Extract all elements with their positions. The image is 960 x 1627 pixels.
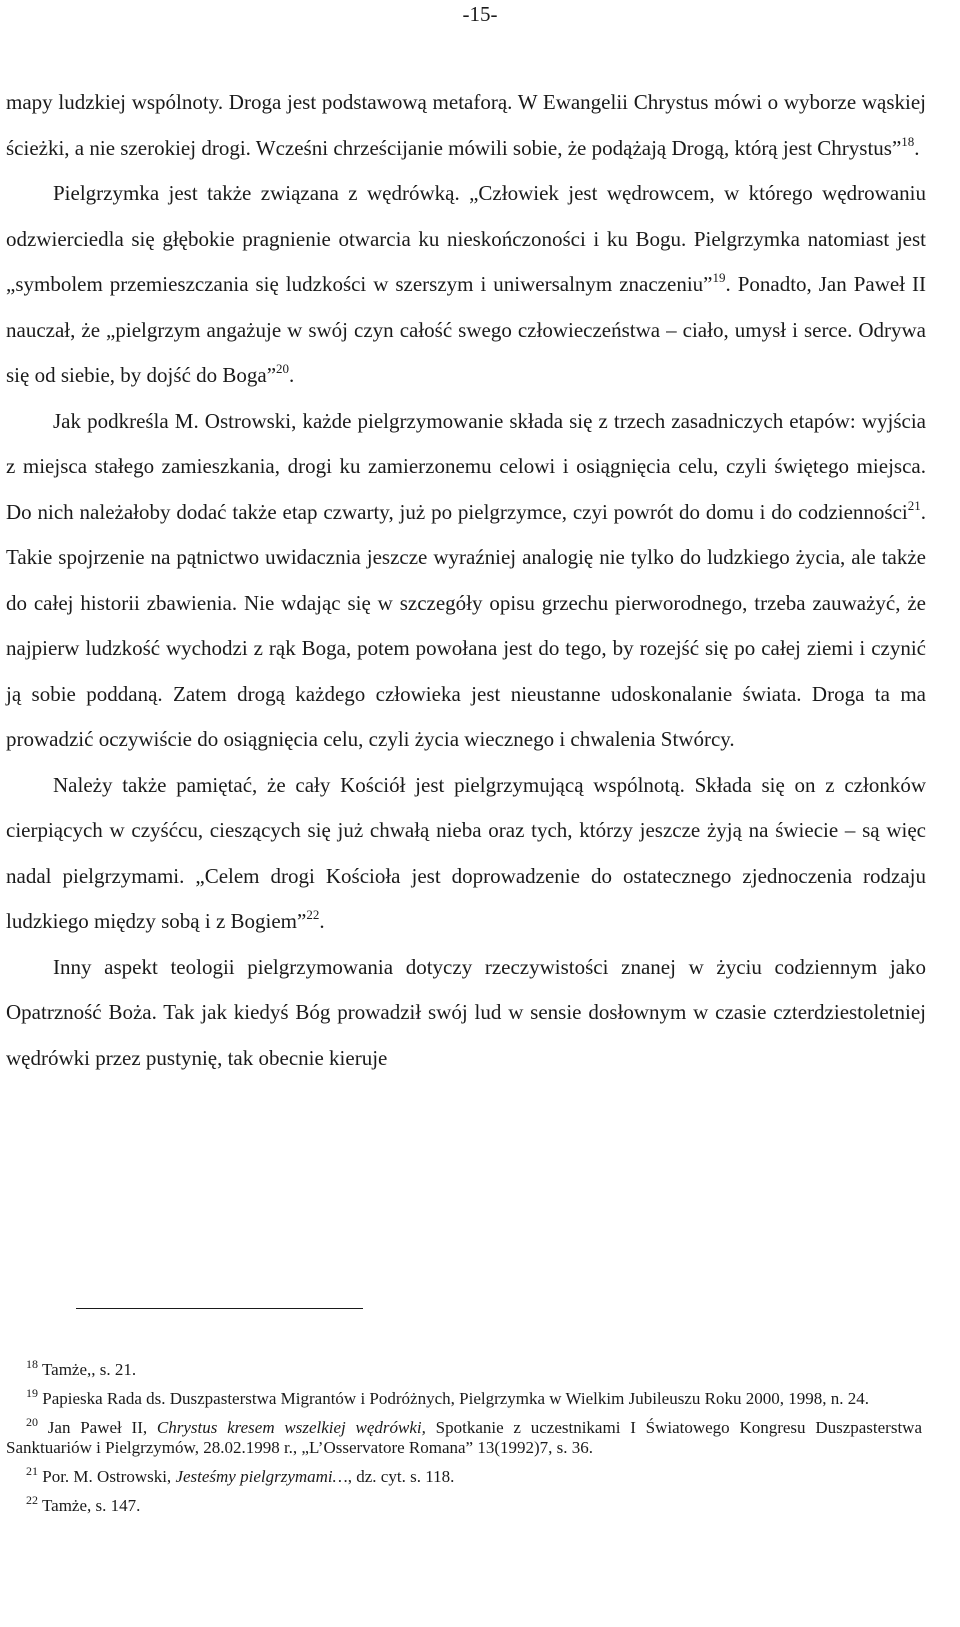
footnote-separator (76, 1308, 363, 1309)
paragraph (6, 945, 926, 1082)
italic-title: Jesteśmy pielgrzymami… (175, 1467, 348, 1486)
paragraph (6, 80, 926, 171)
footnote-reference: 22 (306, 907, 320, 922)
paragraph (6, 171, 926, 399)
footnote-reference: 19 (712, 270, 726, 285)
page-number: -15- (462, 2, 498, 26)
footnote (6, 1357, 922, 1380)
footnotes (6, 1357, 923, 1525)
footnote-reference: 20 (276, 361, 290, 376)
text-run: Inny aspekt teologii pielgrzymowania dotyczy rzeczywistości znanej w życiu codziennym jako Opatrzność Boża. Tak jak kiedyś Bóg prowadził swój lud w sensie dosłownym w czasie czterdziestoletniej wędrówki przez pustynię, tak obecnie kieruje (6, 954, 926, 1070)
footnote-number: 21 (26, 1464, 38, 1478)
footnote-number: 20 (26, 1415, 38, 1429)
text-run: Tamże,, s. 21. (41, 1360, 137, 1379)
text-run: Jan Paweł II, (47, 1418, 157, 1437)
text-run: mapy ludzkiej wspólnoty. Droga jest podstawową metaforą. W Ewangelii Chrystus mówi o wyborze wąskiej ścieżki, a nie szerokiej drogi. Wcześni chrześcijanie mówili sobie, że podążają Drogą, którą jest Chrystus” (6, 90, 926, 160)
footnote-reference: 18 (901, 133, 915, 149)
footnote-number: 22 (26, 1493, 38, 1507)
text-run: Należy także pamiętać, że cały Kościół jest pielgrzymującą wspólnotą. Składa się on z członków cierpiących w czyśćcu, cieszących się już chwałą nieba oraz tych, którzy jeszcze żyją na świecie – są więc nadal pielgrzymami. „Celem drogi Kościoła jest doprowadzenie do ostatecznego zjednoczenia rodzaju ludzkiego między sobą i z Bogiem” (6, 772, 926, 933)
body-text (6, 80, 926, 1081)
footnote (6, 1493, 922, 1516)
paragraph (6, 763, 926, 945)
text-run: Por. M. Ostrowski, (42, 1467, 176, 1486)
text-run: Papieska Rada ds. Duszpasterstwa Migrantów i Podróżnych, Pielgrzymka w Wielkim Jubileuszu Roku 2000, 1998, n. 24. (42, 1389, 869, 1408)
text-run: . Takie spojrzenie na pątnictwo uwidacznia jeszcze wyraźniej analogię nie tylko do ludzkiego życia, ale także do całej historii zbawienia. Nie wdając się w szczegóły opisu grzechu pierworodnego, trzeba zauważyć, że najpierw ludzkość wychodzi z rąk Boga, potem powołana jest do tego, by rozejść się po całej ziemi i czynić ją sobie poddaną. Zatem drogą każdego człowieka jest nieustanne udoskonalanie świata. Droga ta ma prowadzić oczywiście do osiągnięcia celu, czyli życia wiecznego i chwalenia Stwórcy. (6, 499, 926, 751)
text-run: Pielgrzymka jest także związana z wędrówką. „Człowiek jest wędrowcem, w którego wędrowaniu odzwierciedla się głębokie pragnienie otwarcia ku nieskończoności i ku Bogu. Pielgrzymka natomiast jest „symbolem przemieszczania się ludzkości w szerszym i uniwersalnym znaczeniu” (6, 181, 926, 296)
footnote (6, 1415, 923, 1458)
text-run: . (289, 363, 295, 387)
footnote (6, 1464, 922, 1487)
text-run: . (319, 909, 325, 933)
text-run: . (914, 135, 920, 160)
footnote-number: 18 (26, 1357, 38, 1371)
footnote (6, 1386, 922, 1409)
text-run: Spotkanie z uczestnikami I Światowego Kongresu Duszpasterstwa Sanktuariów i Pielgrzymów, 28.02.1998 r., „L’Osservatore Romana” 13(1992)7, s. 36. (6, 1418, 923, 1457)
paragraph (6, 399, 926, 763)
text-run: . Ponadto, Jan Paweł II nauczał, że „pielgrzym angażuje w swój czyn całość swego człowieczeństwa – ciało, umysł i serce. Odrywa się od siebie, by dojść do Boga” (6, 272, 926, 387)
italic-title: Chrystus kresem wszelkiej wędrówki, (156, 1418, 426, 1437)
footnote-number: 19 (26, 1386, 38, 1400)
text-run: Tamże, s. 147. (41, 1496, 141, 1515)
text-run: , dz. cyt. s. 118. (347, 1467, 455, 1486)
footnote-reference: 21 (907, 497, 921, 513)
text-run: Jak podkreśla M. Ostrowski, każde pielgrzymowanie składa się z trzech zasadniczych etapów: wyjścia z miejsca stałego zamieszkania, drogi ku zamierzonemu celowi i osiągnięcia celu, czyli świętego miejsca. Do nich należałoby dodać także etap czwarty, już po pielgrzymce, czyi powrót do domu i do codzienności (6, 408, 926, 524)
